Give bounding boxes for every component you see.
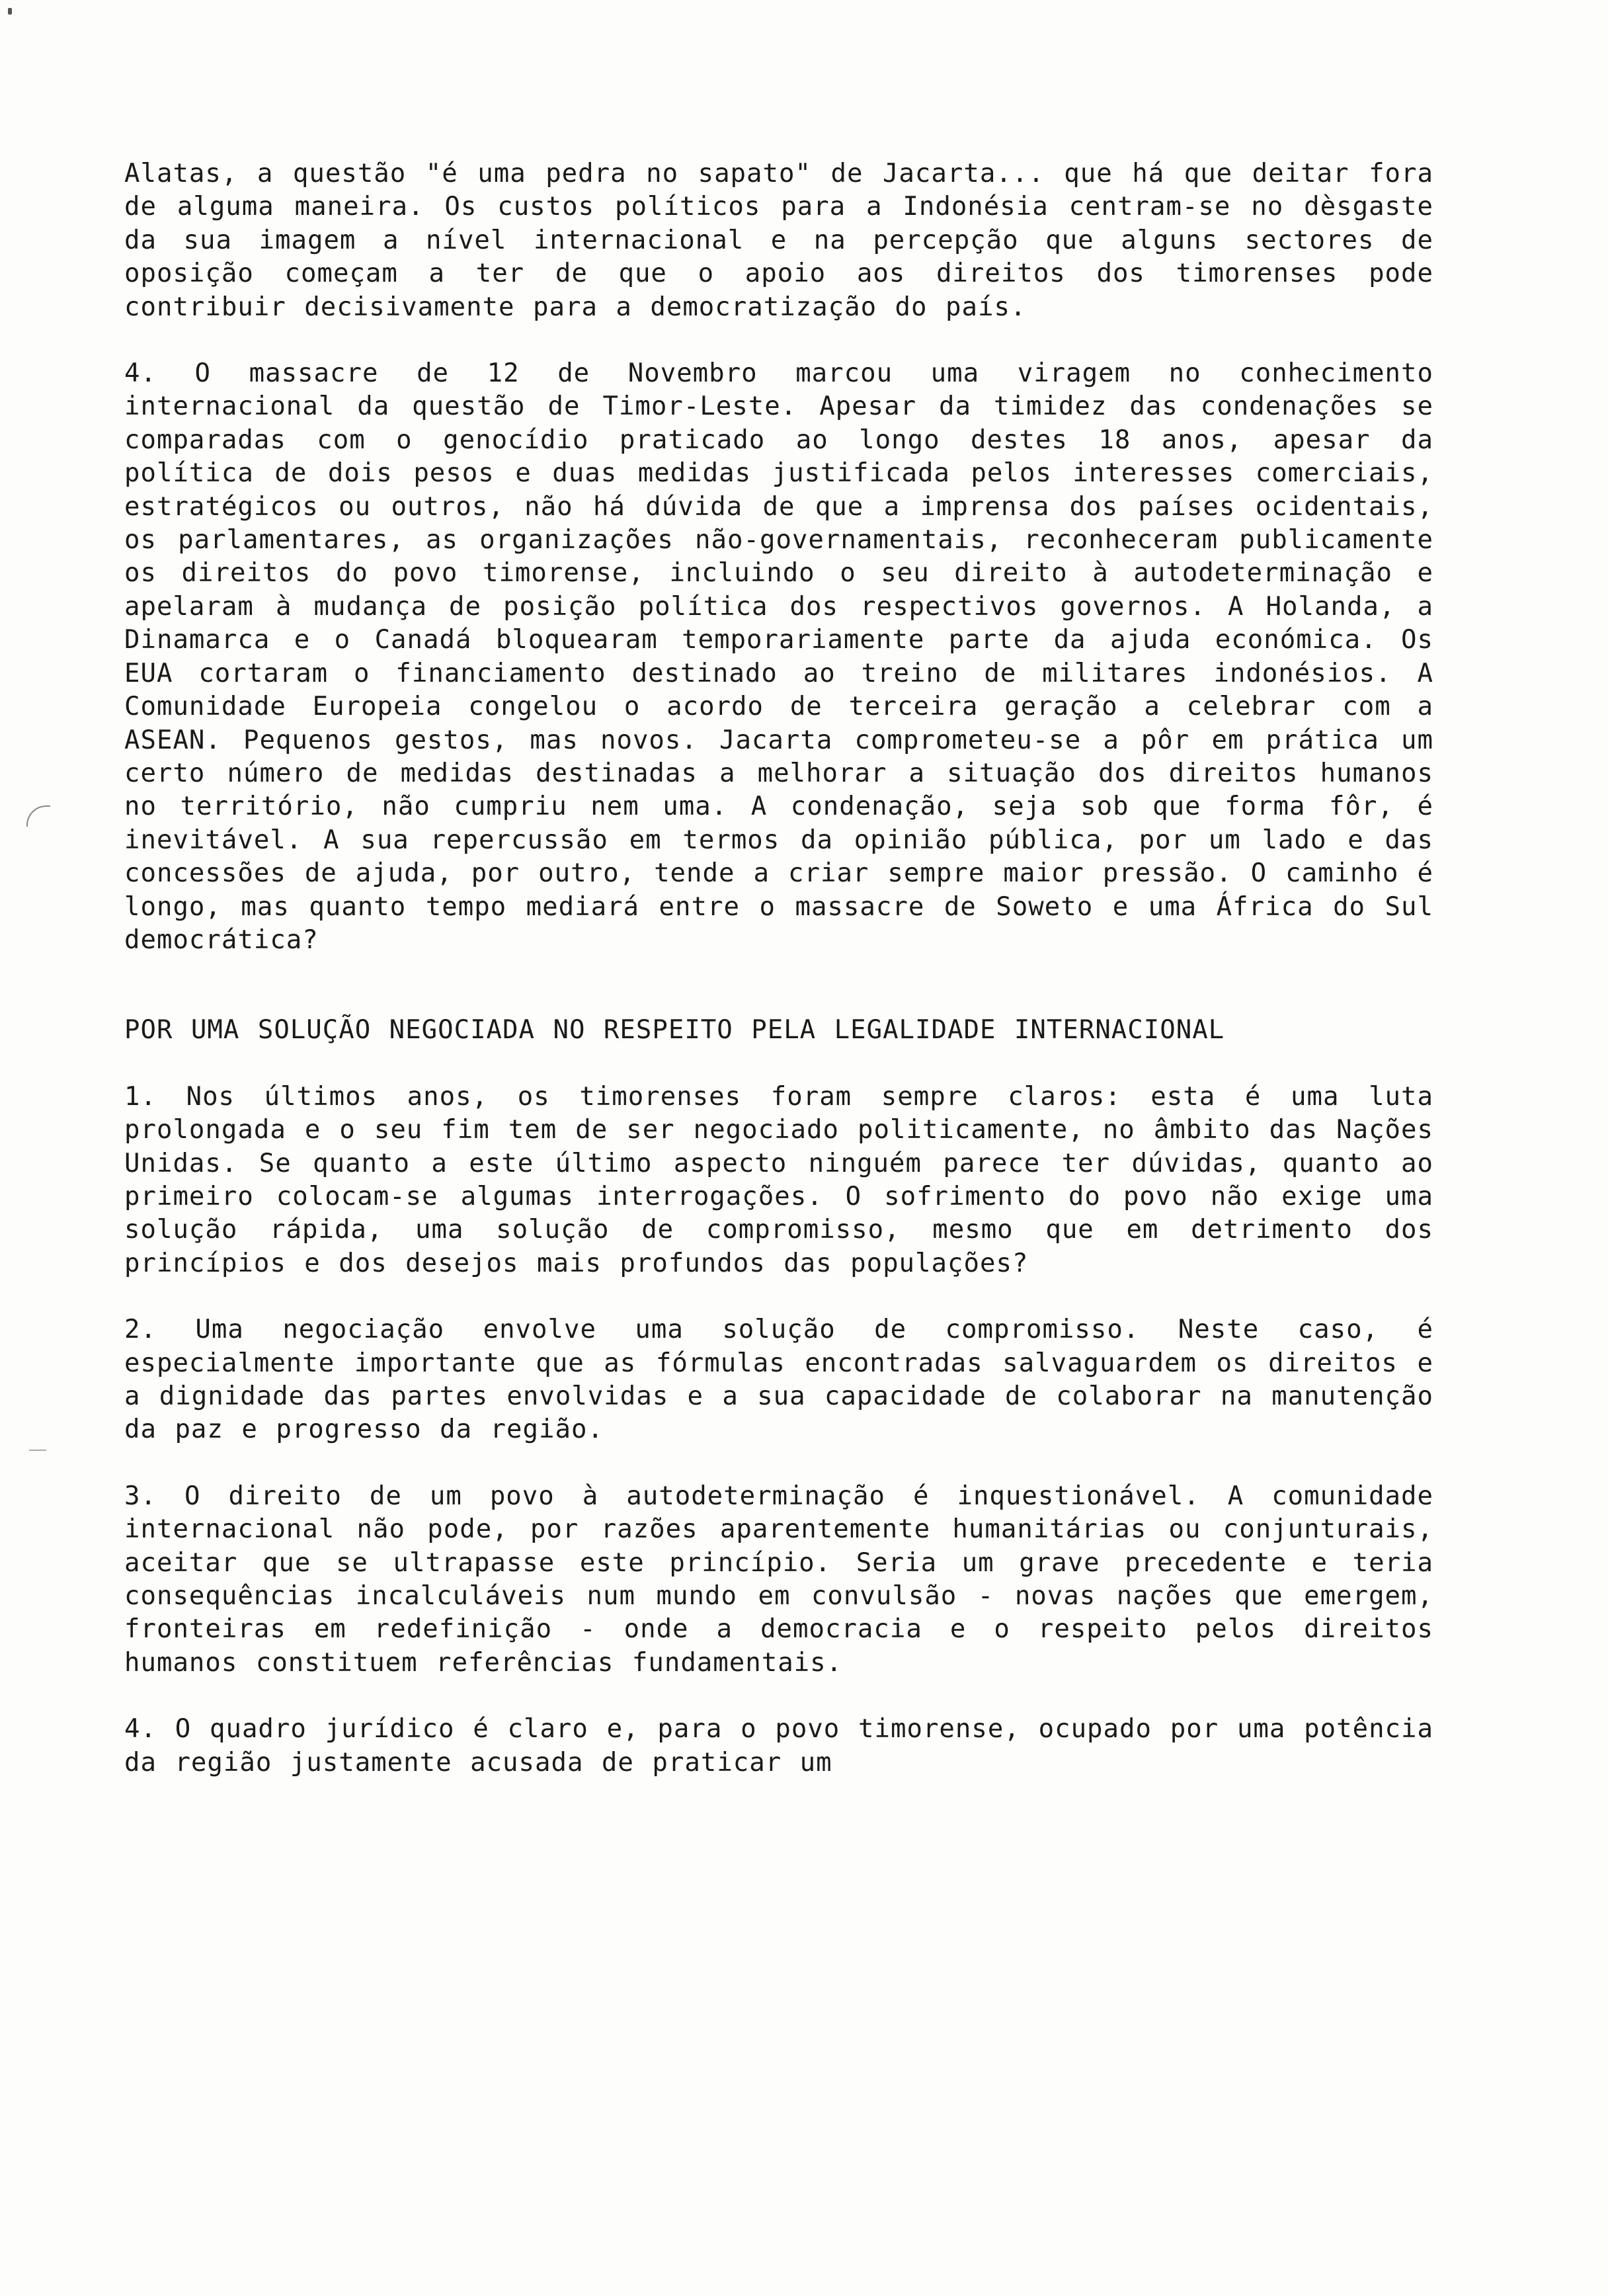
paragraph-section-4: 4. O quadro jurídico é claro e, para o povo timorense, ocupado por uma potência da região justamente acusada de praticar um: [124, 1714, 1433, 1778]
margin-pencil-dash: [29, 1450, 46, 1451]
paragraph-massacre: 4. O massacre de 12 de Novembro marcou uma viragem no conhecimento internacional da questão de Timor-Leste. Apesar da timidez das condenações se comparadas com o genocídio praticado ao longo destes 18 anos, apesar da política de dois pesos e duas medidas justificada pelos interesses comerciais, estratégicos ou outros, não há dúvida de que a imprensa dos países ocidentais, os parlamentares, as organizações não-governamentais, reconheceram publicamente os direitos do povo timorense, incluindo o seu direito à autodeterminação e apelaram à mudança de posição política dos respectivos governos. A Holanda, a Dinamarca e o Canadá bloquearam temporariamente parte da ajuda económica. Os EUA cortaram o financiamento destinado ao treino de militares indonésios. A Comunidade Europeia congelou o acordo de terceira geração a celebrar com a ASEAN. Pequenos gestos, mas novos. Jacarta comprometeu-se a pôr em prática um certo número de medidas destinadas a melhorar a situação dos direitos humanos no território, não cumpriu nem uma. A condenação, seja sob que forma fôr, é inevitável. A sua repercussão em termos da opinião pública, por um lado e das concessões de ajuda, por outro, tende a criar sempre maior pressão. O caminho é longo, mas quanto tempo mediará entre o massacre de Soweto e uma África do Sul democrática?: [124, 358, 1433, 955]
paragraph-section-2: 2. Uma negociação envolve uma solução de compromisso. Neste caso, é especialmente importante que as fórmulas encontradas salvaguardem os direitos e a dignidade das partes envolvidas e a sua capacidade de colaborar na manutenção da paz e progresso da região.: [124, 1315, 1433, 1445]
document-body: [124, 157, 1433, 1813]
paragraph-section-1: 1. Nos últimos anos, os timorenses foram sempre claros: esta é uma luta prolongada e o seu fim tem de ser negociado politicamente, no âmbito das Nações Unidas. Se quanto a este último aspecto ninguém parece ter dúvidas, quanto ao primeiro colocam-se algumas interrogações. O sofrimento do povo não exige uma solução rápida, uma solução de compromisso, mesmo que em detrimento dos princípios e dos desejos mais profundos das populações?: [124, 1081, 1433, 1278]
section-heading: POR UMA SOLUÇÃO NEGOCIADA NO RESPEITO PELA LEGALIDADE INTERNACIONAL: [124, 1015, 1225, 1046]
margin-pencil-mark: [26, 805, 50, 827]
paragraph-alatas: Alatas, a questão "é uma pedra no sapato" de Jacarta... que há que deitar fora de alguma maneira. Os custos políticos para a Indonésia centram-se no dèsgaste da sua imagem a nível internacional e na percepção que alguns sectores de oposição começam a ter de que o apoio aos direitos dos timorenses pode contribuir decisivamente para a democratização do país.: [124, 159, 1433, 322]
paragraph-section-3: 3. O direito de um povo à autodeterminação é inquestionável. A comunidade internacional não pode, por razões aparentemente humanitárias ou conjunturais, aceitar que se ultrapasse este princípio. Seria um grave precedente e teria consequências incalculáveis num mundo em convulsão - novas nações que emergem, fronteiras em redefinição - onde a democracia e o respeito pelos direitos humanos constituem referências fundamentais.: [124, 1481, 1433, 1678]
scan-speck: [8, 8, 12, 15]
